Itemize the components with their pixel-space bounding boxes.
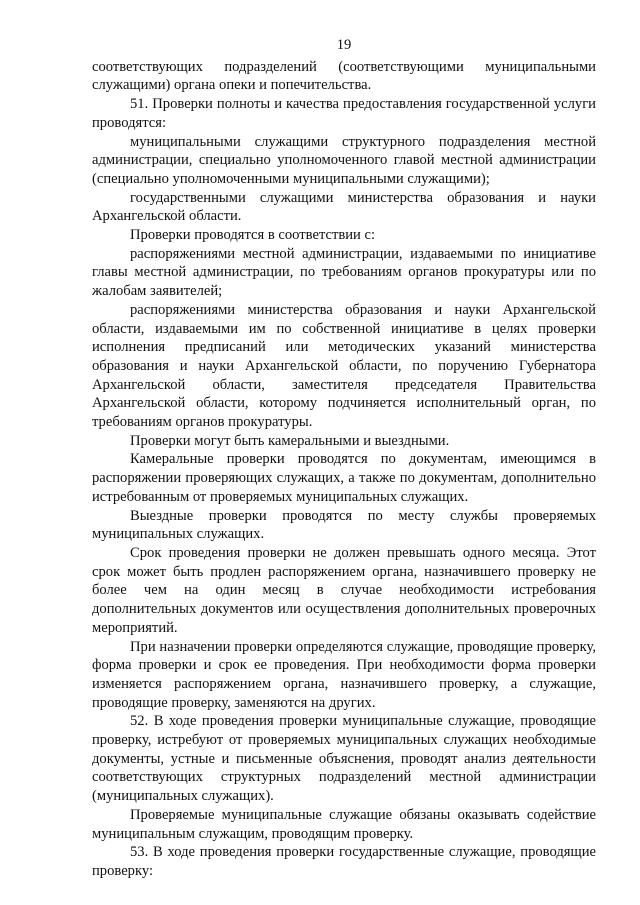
paragraph: муниципальными служащими структурного подразделения местной администрации, специально уполномоченного главой местной администрации (специально уполномоченными муниципальными служащими); <box>92 133 596 187</box>
paragraph: Срок проведения проверки не должен превышать одного месяца. Этот срок может быть продлен распоряжением органа, назначившего проверку не более чем на один месяц в случае необходимости истребования дополнительных документов или осуществления дополнительных проверочных мероприятий. <box>92 544 596 636</box>
paragraph: Камеральные проверки проводятся по документам, имеющимся в распоряжении проверяющих служащих, а также по документам, дополнительно истребованным от проверяемых муниципальных служащих. <box>92 451 596 505</box>
paragraph: 51. Проверки полноты и качества предоставления государственной услуги проводятся: <box>92 96 596 131</box>
paragraph: 53. В ходе проведения проверки государственные служащие, проводящие проверку: <box>92 844 596 879</box>
paragraph: При назначении проверки определяются служащие, проводящие проверку, форма проверки и срок ее проведения. При необходимости форма проверки изменяется распоряжением органа, назначившего проверку, а служащие, проводящие проверку, заменяются на других. <box>92 638 596 711</box>
document-page <box>92 36 596 881</box>
page-number: 19 <box>336 37 352 53</box>
paragraph: Проверяемые муниципальные служащие обязаны оказывать содействие муниципальным служащим, проводящим проверку. <box>92 806 596 842</box>
paragraph: государственными служащими министерства образования и науки Архангельской области. <box>92 189 596 225</box>
paragraph: распоряжениями местной администрации, издаваемыми по инициативе главы местной администрации, по требованиям органов прокуратуры или по жалобам заявителей; <box>92 245 596 300</box>
document-body <box>92 58 596 881</box>
paragraph: Проверки проводятся в соответствии с: <box>130 227 376 244</box>
paragraph: Проверки могут быть камеральными и выездными. <box>130 432 450 449</box>
paragraph: соответствующих подразделений (соответствующими муниципальными служащими) органа опеки и попечительства. <box>92 58 596 94</box>
paragraph: Выездные проверки проводятся по месту службы проверяемых муниципальных служащих. <box>92 507 596 543</box>
paragraph: распоряжениями министерства образования и науки Архангельской области, издаваемыми им по собственной инициативе в целях проверки исполнения предписаний или методических указаний министерства образования и науки Архангельской области, по поручению Губернатора Архангельской области, заместителя председателя Правительства Архангельской области, которому подчиняется исполнительный орган, по требованиям органов прокуратуры. <box>92 301 596 431</box>
paragraph: 52. В ходе проведения проверки муниципальные служащие, проводящие проверку, истребуют от проверяемых муниципальных служащих необходимые документы, устные и письменные объяснения, проводят анализ деятельности соответствующих структурных подразделений местной администрации (муниципальных служащих). <box>92 713 596 805</box>
